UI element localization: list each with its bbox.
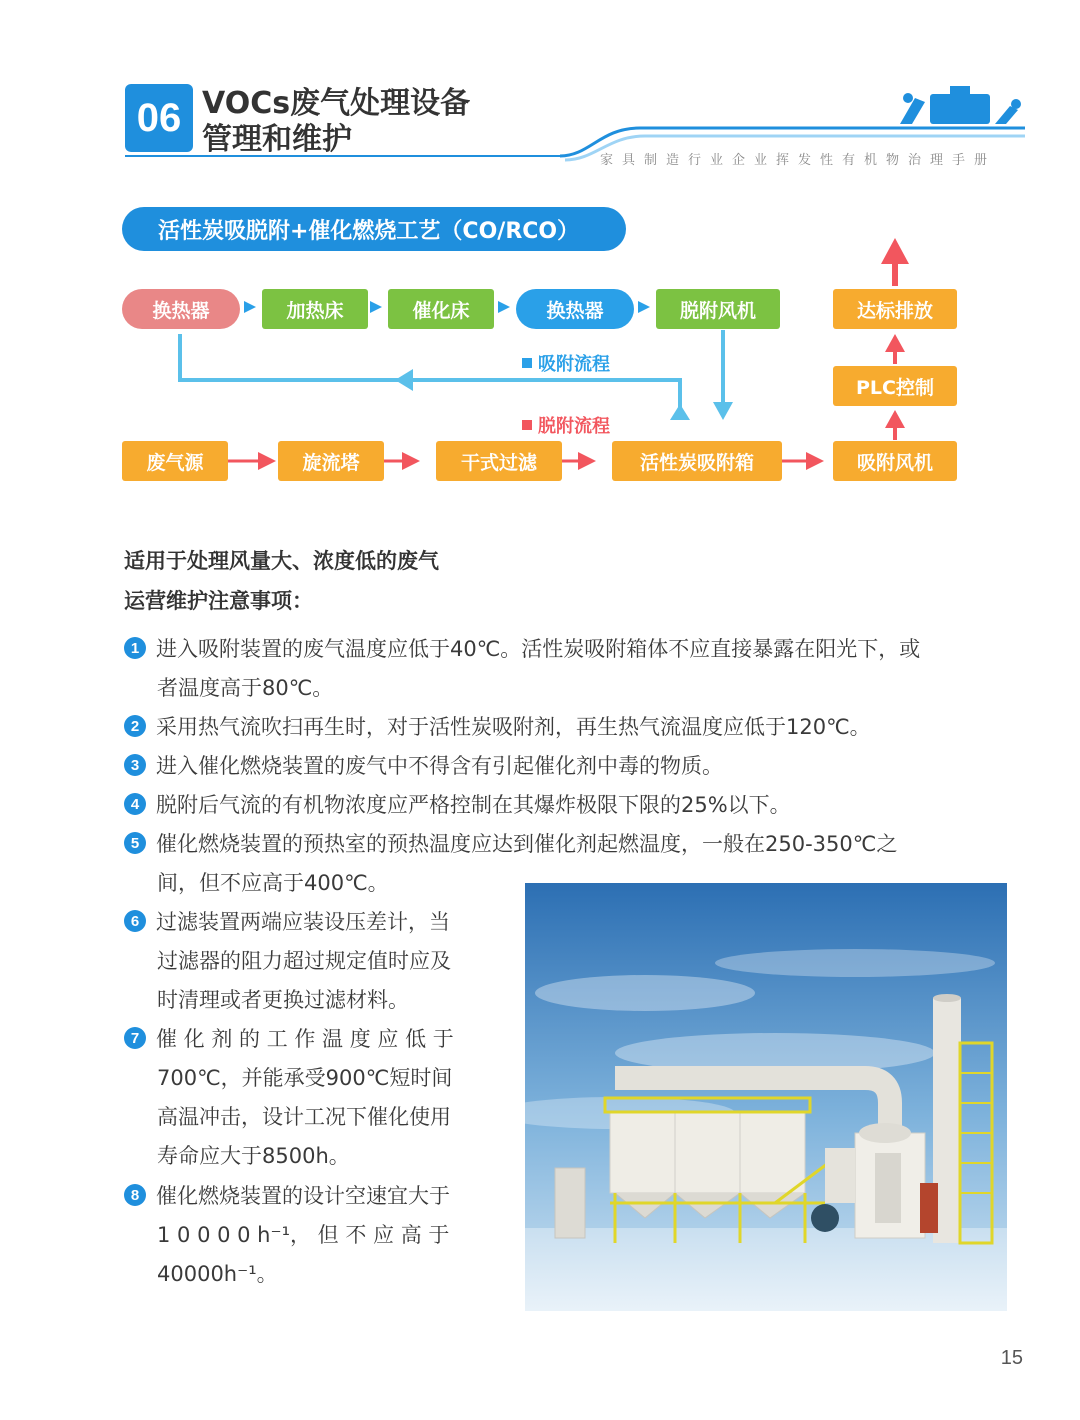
series-title: 家具制造行业企业挥发性有机物治理手册	[600, 153, 997, 168]
note-text: 过滤装置两端应装设压差计，当	[156, 910, 450, 934]
note-text: 40000h⁻¹。	[157, 1262, 278, 1286]
flow-plc-control: PLC控制	[833, 366, 957, 406]
chapter-number-badge: 06	[125, 84, 193, 152]
note-item-2	[124, 708, 1034, 747]
up-arrow-icon	[885, 334, 905, 352]
note-text: 寿命应大于8500h。	[157, 1144, 350, 1168]
legend-swatch	[522, 358, 532, 368]
chapter-title-line1: VOCs废气处理设备	[202, 86, 471, 121]
item-number-badge: 6	[124, 910, 146, 932]
applicability-text: 适用于处理风量大、浓度低的废气	[124, 549, 439, 573]
down-arrow-icon	[713, 402, 733, 420]
flow-desorption-fan: 脱附风机	[656, 289, 780, 329]
flow-adsorption-fan: 吸附风机	[833, 441, 957, 481]
flow-catalytic-bed: 催化床	[388, 289, 494, 329]
note-text: 者温度高于80℃。	[157, 676, 334, 700]
note-text: 1 0 0 0 0 h⁻¹， 但 不 应 高 于	[157, 1223, 450, 1247]
note-text: 间，但不应高于400℃。	[157, 871, 389, 895]
right-arrow-icon	[578, 452, 596, 470]
note-text: 进入吸附装置的废气温度应低于40℃。活性炭吸附箱体不应直接暴露在阳光下，或	[156, 637, 921, 661]
right-arrow-icon	[244, 301, 256, 313]
flow-heat-exchanger-1: 换热器	[122, 289, 240, 329]
note-item-7	[124, 1020, 504, 1176]
note-text: 催化燃烧装置的设计空速宜大于	[156, 1184, 450, 1208]
note-item-1	[124, 630, 1034, 708]
item-number-badge: 2	[124, 715, 146, 737]
note-item-4	[124, 786, 1034, 825]
legend-adsorption	[522, 350, 610, 376]
note-text: 时清理或者更换过滤材料。	[157, 988, 409, 1012]
item-number-badge: 4	[124, 793, 146, 815]
right-arrow-icon	[258, 452, 276, 470]
item-number-badge: 7	[124, 1027, 146, 1049]
item-number-badge: 1	[124, 637, 146, 659]
item-number-badge: 8	[124, 1184, 146, 1206]
factory-robot-icon	[900, 86, 1021, 124]
page-number: 15	[1000, 1347, 1023, 1369]
equipment-render-image	[525, 883, 1007, 1311]
flow-waste-gas-source: 废气源	[122, 441, 228, 481]
flow-activated-carbon-box: 活性炭吸附箱	[612, 441, 782, 481]
right-arrow-icon	[806, 452, 824, 470]
right-arrow-icon	[498, 301, 510, 313]
up-arrow-icon	[885, 410, 905, 428]
process-title-pill: 活性炭吸脱附+催化燃烧工艺（CO/RCO）	[122, 207, 626, 251]
note-item-6	[124, 903, 504, 1020]
note-text: 脱附后气流的有机物浓度应严格控制在其爆炸极限下限的25%以下。	[156, 793, 791, 817]
chapter-title-line2: 管理和维护	[202, 122, 352, 157]
legend-adsorption-label: 吸附流程	[538, 354, 610, 375]
note-text: 进入催化燃烧装置的废气中不得含有引起催化剂中毒的物质。	[156, 754, 723, 778]
legend-desorption	[522, 412, 610, 438]
item-number-badge: 3	[124, 754, 146, 776]
legend-swatch	[522, 420, 532, 430]
right-arrow-icon	[370, 301, 382, 313]
note-item-3	[124, 747, 1034, 786]
flow-cyclone-tower: 旋流塔	[278, 441, 384, 481]
item-number-badge: 5	[124, 832, 146, 854]
note-text: 采用热气流吹扫再生时，对于活性炭吸附剂，再生热气流温度应低于120℃。	[156, 715, 871, 739]
up-arrow-icon	[670, 404, 690, 420]
left-arrow-icon	[395, 369, 413, 391]
note-item-8	[124, 1177, 504, 1294]
notes-heading: 运营维护注意事项：	[124, 589, 313, 613]
flow-dry-filter: 干式过滤	[436, 441, 562, 481]
note-text: 700℃，并能承受900℃短时间	[157, 1066, 453, 1090]
flow-heat-exchanger-2: 换热器	[516, 289, 634, 329]
flow-compliant-discharge: 达标排放	[833, 289, 957, 329]
note-text: 过滤器的阻力超过规定值时应及	[157, 949, 451, 973]
legend-desorption-label: 脱附流程	[538, 416, 610, 437]
right-arrow-icon	[638, 301, 650, 313]
up-arrow-icon	[881, 238, 909, 264]
note-text: 催 化 剂 的 工 作 温 度 应 低 于	[156, 1027, 454, 1051]
note-text: 催化燃烧装置的预热室的预热温度应达到催化剂起燃温度，一般在250-350℃之	[156, 832, 898, 856]
flow-heating-bed: 加热床	[262, 289, 368, 329]
right-arrow-icon	[402, 452, 420, 470]
note-text: 高温冲击，设计工况下催化使用	[157, 1105, 451, 1129]
